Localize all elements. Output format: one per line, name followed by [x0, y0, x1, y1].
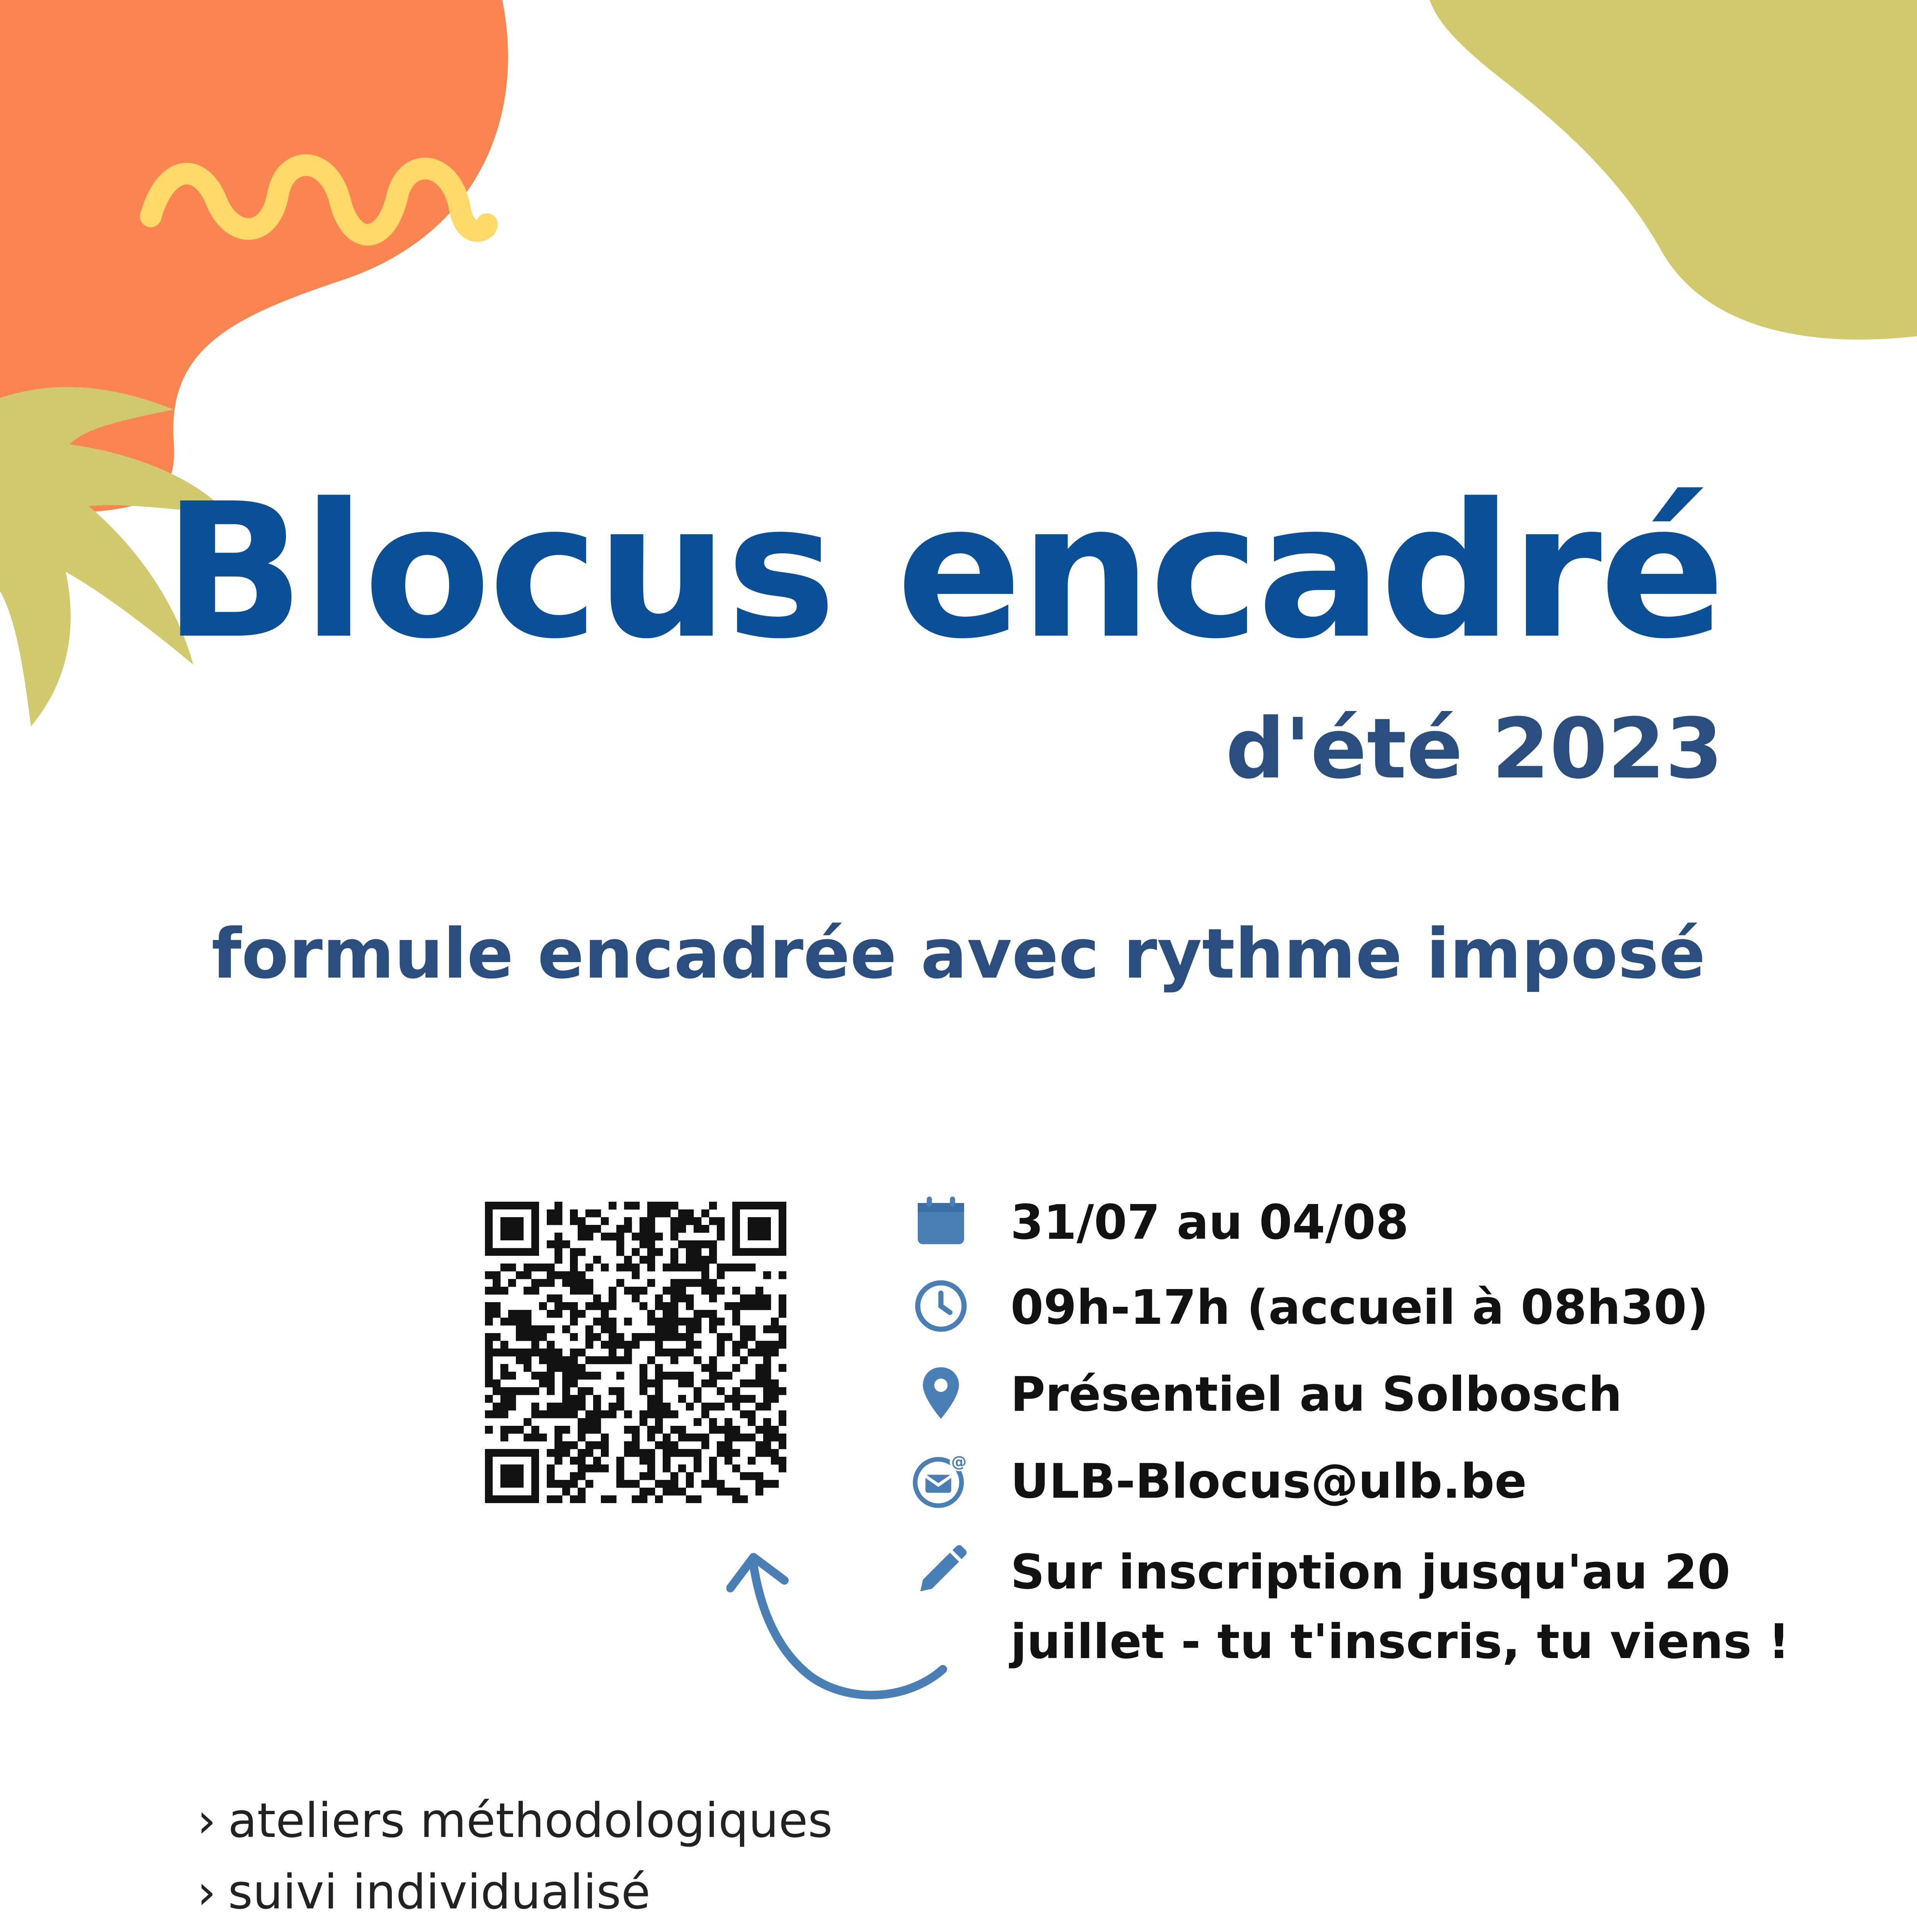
bullet-symbol — [197, 1928, 228, 1932]
email-text[interactable]: ULB-Blocus@ulb.be — [1010, 1454, 1527, 1509]
registration-line: juillet - tu t'inscris, tu viens ! — [1010, 1614, 1790, 1670]
olive-blob — [1430, 0, 1917, 340]
list-item: › suivi individualisé — [197, 1857, 1422, 1928]
page-subtitle: d'été 2023 — [1225, 700, 1723, 797]
email-icon[interactable] — [910, 1449, 972, 1511]
qr-code-icon[interactable] — [485, 1202, 786, 1503]
date-text: 31/07 au 04/08 — [1010, 1195, 1409, 1250]
hours-text: 09h-17h (accueil à 08h30) — [1010, 1280, 1709, 1335]
map-pin-icon — [910, 1362, 972, 1424]
list-item — [197, 1928, 1422, 1932]
page-title: Blocus encadré — [163, 464, 1723, 680]
list-item: › ateliers méthodologiques — [197, 1785, 1422, 1857]
calendar-icon — [910, 1190, 972, 1252]
clock-icon — [910, 1275, 972, 1337]
pencil-icon — [910, 1540, 972, 1602]
registration-line: Sur inscription jusqu'au 20 — [1010, 1545, 1730, 1600]
registration-text — [1010, 1538, 1790, 1677]
feature-list — [197, 1785, 1422, 1932]
location-text: Présentiel au Solbosch — [1010, 1367, 1622, 1422]
tagline: formule encadrée avec rythme imposé — [211, 914, 1706, 994]
bullet-symbol: › — [197, 1793, 216, 1849]
bullet-symbol: › — [197, 1865, 216, 1920]
svg-text:@: @ — [951, 1453, 967, 1471]
